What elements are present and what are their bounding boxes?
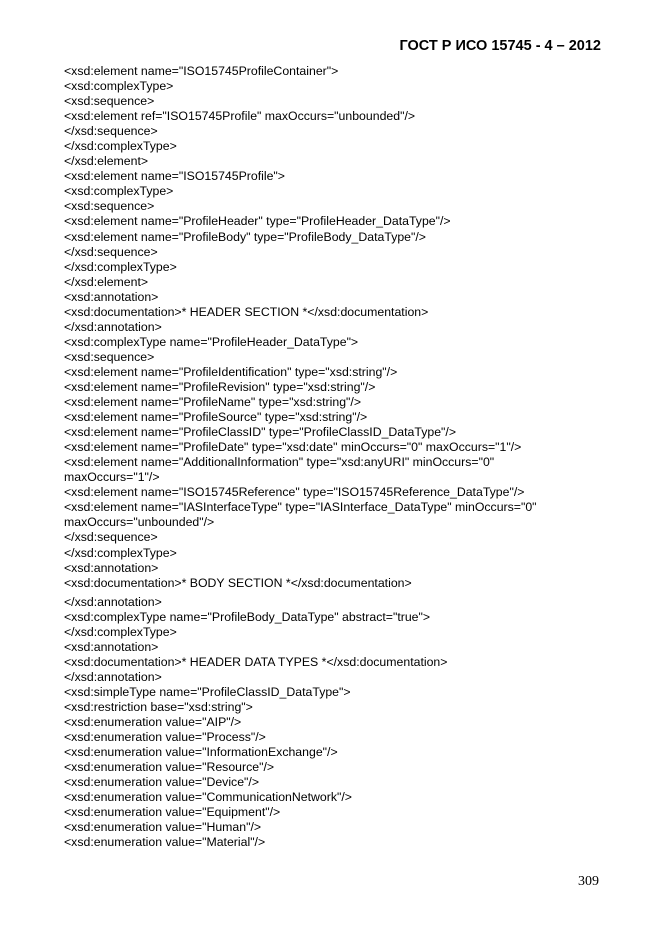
code-line: <xsd:enumeration value="Material"/>	[64, 835, 266, 850]
code-line: <xsd:element name="ProfileClassID" type="ProfileClassID_DataType"/>	[64, 425, 457, 440]
code-line: <xsd:element name="ISO15745Reference" type="ISO15745Reference_DataType"/>	[64, 485, 525, 500]
code-line: <xsd:sequence>	[64, 94, 155, 109]
code-line: </xsd:sequence>	[64, 530, 158, 545]
code-line: <xsd:enumeration value="CommunicationNetwork"/>	[64, 790, 352, 805]
code-line: <xsd:element name="ProfileHeader" type="ProfileHeader_DataType"/>	[64, 214, 451, 229]
page-number: 309	[578, 874, 599, 889]
code-line: <xsd:simpleType name="ProfileClassID_DataType">	[64, 684, 351, 699]
code-line: </xsd:annotation>	[64, 319, 162, 334]
code-line: <xsd:element name="ProfileBody" type="ProfileBody_DataType"/>	[64, 229, 426, 244]
standard-header: ГОСТ Р ИСО 15745 - 4 – 2012	[399, 38, 601, 54]
code-line: </xsd:complexType>	[64, 624, 177, 639]
code-line: </xsd:annotation>	[64, 594, 162, 609]
code-line: </xsd:complexType>	[64, 139, 177, 154]
code-line: <xsd:element name="ProfileSource" type="xsd:string"/>	[64, 410, 368, 425]
code-line: <xsd:element name="ProfileDate" type="xsd:date" minOccurs="0" maxOccurs="1"/>	[64, 440, 522, 455]
code-line: <xsd:enumeration value="AIP"/>	[64, 715, 242, 730]
code-line: <xsd:enumeration value="InformationExchange"/>	[64, 745, 338, 760]
code-line: <xsd:documentation>* BODY SECTION *</xsd:documentation>	[64, 575, 412, 590]
code-line: <xsd:element name="AdditionalInformation" type="xsd:anyURI" minOccurs="0"	[64, 455, 495, 470]
code-line: maxOccurs="1"/>	[64, 470, 160, 485]
code-line: <xsd:annotation>	[64, 560, 159, 575]
code-line: <xsd:enumeration value="Resource"/>	[64, 760, 275, 775]
code-line: <xsd:sequence>	[64, 199, 155, 214]
xsd-code-block	[64, 64, 604, 850]
code-line: <xsd:complexType name="ProfileBody_DataType" abstract="true">	[64, 609, 431, 624]
code-line: <xsd:element name="ISO15745Profile">	[64, 169, 285, 184]
code-line: <xsd:annotation>	[64, 289, 159, 304]
code-line: <xsd:sequence>	[64, 349, 155, 364]
code-line: </xsd:element>	[64, 154, 149, 169]
code-line: </xsd:element>	[64, 274, 149, 289]
code-line: <xsd:enumeration value="Human"/>	[64, 820, 262, 835]
code-line: <xsd:enumeration value="Equipment"/>	[64, 805, 281, 820]
code-line: <xsd:element name="ProfileIdentification" type="xsd:string"/>	[64, 364, 398, 379]
code-line: <xsd:element name="ISO15745ProfileContainer">	[64, 64, 339, 78]
code-line: <xsd:element name="ProfileName" type="xsd:string"/>	[64, 395, 362, 410]
code-line: <xsd:enumeration value="Process"/>	[64, 730, 266, 745]
code-line: </xsd:sequence>	[64, 244, 158, 259]
code-line: </xsd:sequence>	[64, 124, 158, 139]
code-line: <xsd:element name="ProfileRevision" type="xsd:string"/>	[64, 379, 376, 394]
code-line: <xsd:complexType>	[64, 184, 174, 199]
code-line: </xsd:annotation>	[64, 669, 162, 684]
code-line: <xsd:element ref="ISO15745Profile" maxOccurs="unbounded"/>	[64, 109, 416, 124]
code-line: </xsd:complexType>	[64, 259, 177, 274]
code-line: <xsd:enumeration value="Device"/>	[64, 775, 260, 790]
code-line: maxOccurs="unbounded"/>	[64, 515, 215, 530]
code-line: <xsd:complexType>	[64, 79, 174, 94]
code-line: </xsd:complexType>	[64, 545, 177, 560]
code-line: <xsd:element name="IASInterfaceType" type="IASInterface_DataType" minOccurs="0"	[64, 500, 537, 515]
code-line: <xsd:restriction base="xsd:string">	[64, 699, 253, 714]
code-line: <xsd:documentation>* HEADER SECTION *</xsd:documentation>	[64, 304, 429, 319]
code-line: <xsd:documentation>* HEADER DATA TYPES *</xsd:documentation>	[64, 654, 448, 669]
code-line: <xsd:annotation>	[64, 639, 159, 654]
code-line: <xsd:complexType name="ProfileHeader_DataType">	[64, 334, 359, 349]
